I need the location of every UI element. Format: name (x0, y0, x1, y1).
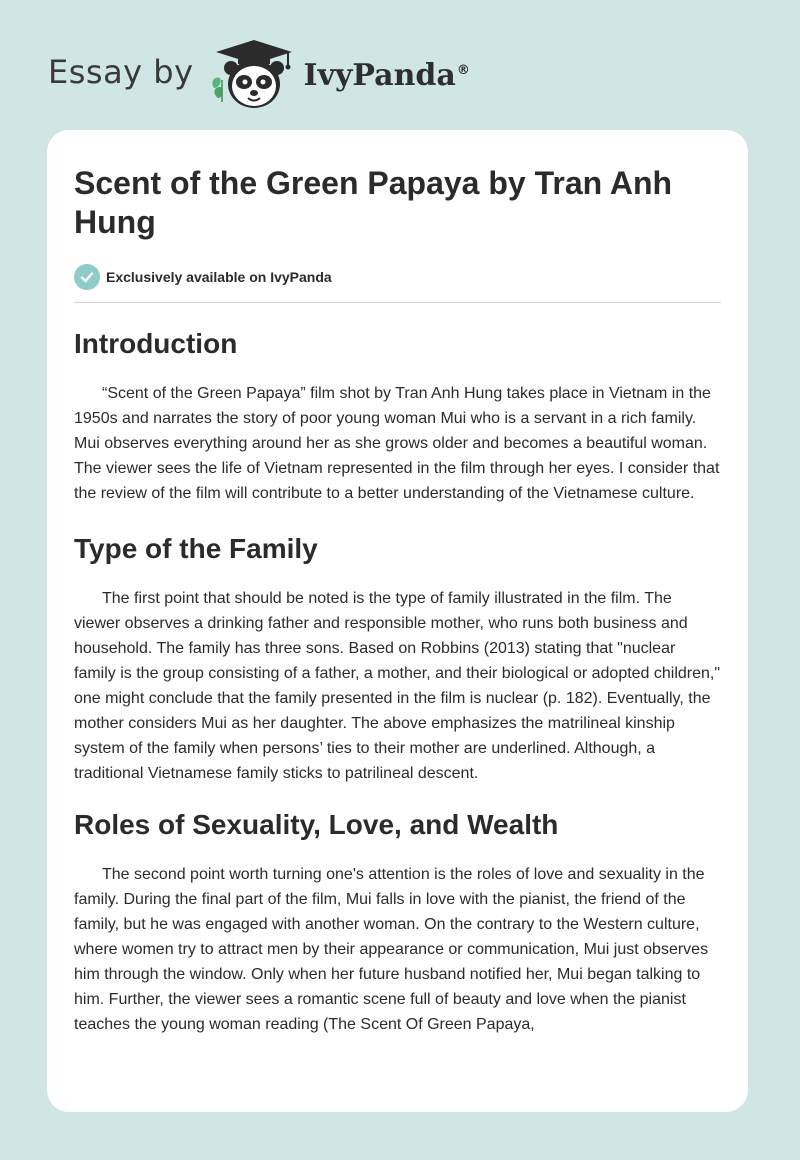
panda-graduate-icon[interactable] (208, 36, 300, 112)
essay-title: Scent of the Green Papaya by Tran Anh Hung (74, 165, 673, 240)
brand-name-text: IvyPanda (303, 57, 456, 93)
brand-prefix: Essay by (48, 53, 194, 91)
exclusive-badge (74, 264, 721, 290)
brand-name (304, 58, 470, 93)
registered-mark: ® (456, 62, 470, 78)
section-paragraph: The first point that should be noted is the type of family illustrated in the film. The viewer observes a drinking father and responsible mother, who runs both business and household. The family has three sons. Based on Robbins (2013) stating that "nuclear family is the group consisting of a father, a mother, and their biological or adopted children," one might conclude that the family presented in the film is nuclear (p. 182). Eventually, the mother considers Mui as her daughter. The above emphasizes the matrilineal kinship system of the family when persons’ ties to their mother are underlined. Although, a traditional Vietnamese family sticks to patrilineal descent. (74, 590, 721, 782)
section-type-of-family (74, 532, 721, 786)
section-paragraph: “Scent of the Green Papaya” film shot by Tran Anh Hung takes place in Vietnam in the 1950s and narrates the story of poor young woman Mui who is a servant in a rich family. Mui observes everything around her as she grows older and becomes a beautiful woman. The viewer sees the life of Vietnam represented in the film through her eyes. I consider that the review of the film will contribute to a better understanding of the Vietnamese culture. (74, 385, 720, 502)
title-divider (74, 302, 721, 303)
section-heading: Type of the Family (74, 533, 318, 564)
section-heading: Introduction (74, 328, 238, 359)
section-introduction (74, 327, 721, 506)
brand-header (48, 36, 470, 112)
essay-card (47, 130, 748, 1112)
exclusive-text: Exclusively available on IvyPanda (106, 269, 332, 285)
section-heading: Roles of Sexuality, Love, and Wealth (74, 809, 559, 840)
check-icon (74, 264, 100, 290)
section-paragraph: The second point worth turning one's attention is the roles of love and sexuality in the family. During the final part of the film, Mui falls in love with the pianist, the friend of the family, but he was engaged with another woman. On the contrary to the Western culture, where women try to attract men by their appearance or communication, Mui just observes him through the window. Only when her future husband notified her, Mui began talking to him. Further, the viewer sees a romantic scene full of beauty and love when the pianist teaches the young woman reading (The Scent Of Green Papaya, (74, 866, 709, 1033)
section-roles (74, 808, 721, 1037)
check-mark-icon (80, 270, 94, 284)
